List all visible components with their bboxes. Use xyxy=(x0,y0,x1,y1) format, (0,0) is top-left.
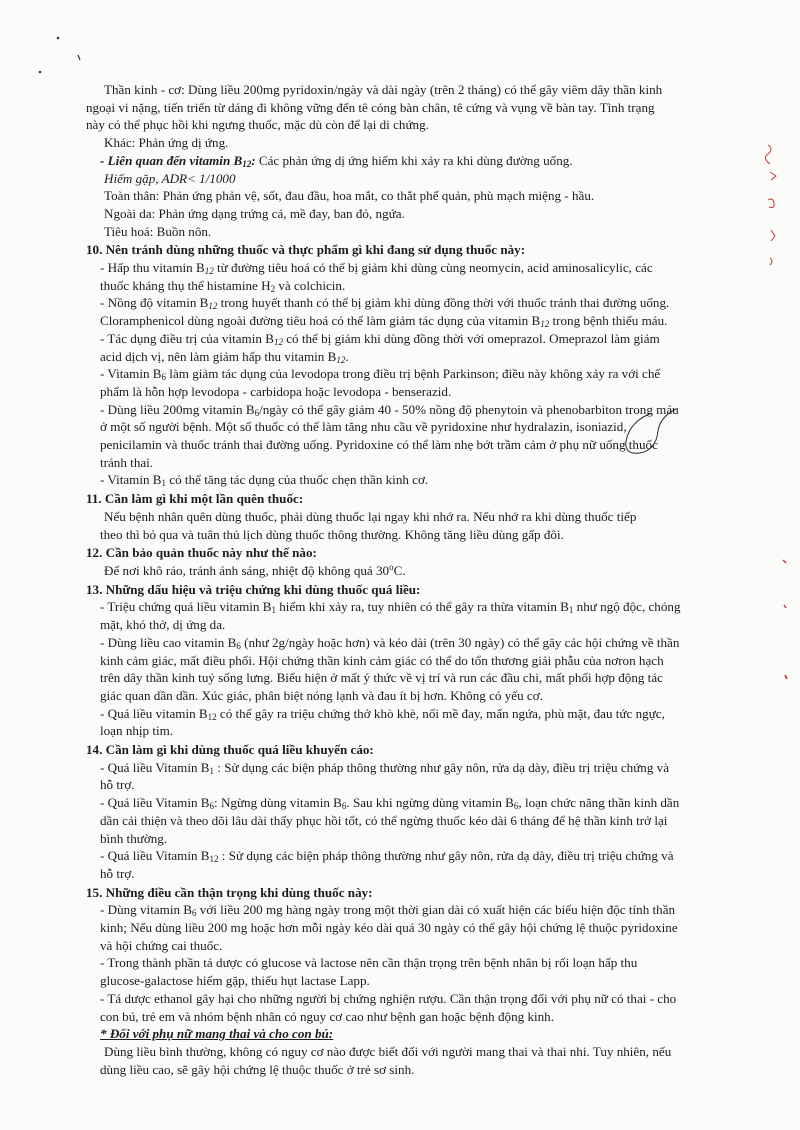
interaction-line: - Vitamin $B_1$ có thể tăng tác dụng của thuốc chẹn thần kinh cơ. xyxy=(100,472,429,489)
precaution-line: con bú, trẻ em và nhóm bệnh nhân có nguy cơ cao như bệnh gan hoặc bệnh động kinh. xyxy=(100,1008,554,1024)
overdose-sign-line: mặt, khó thở, dị ứng da. xyxy=(100,617,226,633)
precaution-line: - Trong thành phần tá dược có glucose và lactose nên cần thận trọng trên bệnh nhân bị rối loạn hấp thu xyxy=(100,955,638,971)
interaction-line: Cloramphenicol dùng ngoài đường tiêu hoá có thể làm giảm tác dụng của vitamin $B_{12}$ trong bệnh thiếu máu. xyxy=(100,313,668,330)
overdose-action-line: bình thường. xyxy=(100,830,168,846)
neuro-line: Thần kinh - cơ: Dùng liều 200mg pyridoxin/ngày và dài ngày (trên 2 tháng) có thể gây viêm dây thần kinh xyxy=(104,82,663,97)
overdose-sign-line: - Dùng liều cao vitamin $B_6$ (như 2g/ngày hoặc hơn) và kéo dài (trên 30 ngày) có thể gây các hội chứng về thần xyxy=(100,634,680,651)
interaction-line: - Dùng liều 200mg vitamin $B_6$/ngày có thể gây giảm 40 - 50% nồng độ phenytoin và phenobarbiton trong máu xyxy=(100,401,679,418)
neuro-line: này có thể phục hồi khi ngưng thuốc, mặc dù còn để lại di chứng. xyxy=(86,117,429,133)
overdose-sign-line: loạn nhịp tim. xyxy=(100,723,174,739)
red-margin-mark xyxy=(770,172,776,180)
precaution-line: kinh; Nếu dùng liều 200 mg hoặc hơn mỗi ngày kéo dài quá 30 ngày có thể gây hội chứng lệ thuộc pyridoxine xyxy=(100,920,678,936)
overdose-sign-line: kinh cảm giác, mất điều phối. Hội chứng thần kinh cảm giác có thể do tổn thương giải phẫu của nơron hạch xyxy=(100,652,664,668)
interaction-line: acid dịch vị, nên làm giảm hấp thu vitamin $B_{12}$. xyxy=(100,348,349,365)
speck xyxy=(78,55,80,60)
interaction-line: penicilamin và thuốc tránh thai đường uống. Pyridoxine có thể làm nhẹ bớt trầm cảm ở phụ nữ uống thuốc xyxy=(100,437,658,453)
rare-frequency: Hiếm gặp, ADR< 1/1000 xyxy=(104,170,236,186)
pregnancy-heading: * Đối với phụ nữ mang thai và cho con bú: xyxy=(100,1026,334,1042)
interaction-line: ở một số người bệnh. Một số thuốc có thể làm tăng nhu cầu về pyridoxine như hydralazin, isoniazid, xyxy=(100,419,627,435)
b12-reactions: - Liên quan đến vitamin $B_{12}$: Các phản ứng dị ứng hiếm khi xảy ra khi dùng đường uống. xyxy=(100,152,573,169)
other-reactions: Khác: Phản ứng dị ứng. xyxy=(104,135,229,151)
red-margin-mark xyxy=(765,145,771,164)
red-margin-mark xyxy=(771,230,775,241)
red-margin-mark xyxy=(768,199,774,208)
speck xyxy=(39,71,42,74)
overdose-action-line: hỗ trợ. xyxy=(100,865,135,881)
section-13-heading: 13. Những dấu hiệu và triệu chứng khi dùng thuốc quá liều: xyxy=(86,581,421,597)
document-body xyxy=(86,81,736,1078)
section-14-heading: 14. Cần làm gì khi dùng thuốc quá liều khuyến cáo: xyxy=(86,742,374,758)
missed-dose-line: theo thì bỏ qua và tuân thủ lịch dùng thuốc thông thường. Không tăng liều dùng gấp đôi. xyxy=(100,526,564,542)
overdose-sign-line: - Quá liều vitamin $B_{12}$ có thể gây ra triệu chứng thở khò khè, nổi mề đay, mẩn ngứa, phù mặt, đau tức ngực, xyxy=(100,705,665,722)
precaution-line: và hội chứng cai thuốc. xyxy=(100,937,223,953)
overdose-sign-line: - Triệu chứng quá liều vitamin $B_1$ hiếm khi xảy ra, tuy nhiên có thể gây ra thừa vitamin $B_1$ như ngộ độc, chóng xyxy=(100,599,681,616)
section-15-heading: 15. Những điều cần thận trọng khi dùng thuốc này: xyxy=(86,884,373,900)
overdose-action-line: - Quá liều Vitamin $B_6$: Ngừng dùng vitamin $B_6$. Sau khi ngừng dùng vitamin $B_6$, loạn chức năng thần kinh dần xyxy=(100,795,680,812)
section-11-heading: 11. Cần làm gì khi một lần quên thuốc: xyxy=(86,491,304,507)
neuro-line: ngoại vi nặng, tiến triển từ dáng đi không vững đến tê cóng bàn chân, tê cứng và vụng về bàn tay. Tình trạng xyxy=(86,99,655,115)
speck xyxy=(57,37,60,40)
red-margin-mark xyxy=(783,560,786,563)
interaction-line: - Hấp thu vitamin $B_{12}$ từ đường tiêu hoá có thể bị giảm khi dùng cùng neomycin, acid aminosalicylic, các xyxy=(100,260,653,277)
pregnancy-line: dùng liều cao, sẽ gây hội chứng lệ thuộc thuốc ở trẻ sơ sinh. xyxy=(100,1061,415,1077)
missed-dose-line: Nếu bệnh nhân quên dùng thuốc, phải dùng thuốc lại ngay khi nhớ ra. Nếu nhớ ra khi dùng thuốc tiếp xyxy=(104,508,637,524)
interaction-line: - Tác dụng điều trị của vitamin $B_{12}$ có thể bị giảm khi dùng đồng thời với omeprazol. Omeprazol làm giảm xyxy=(100,330,660,347)
section-12-heading: 12. Cần bảo quản thuốc này như thế nào: xyxy=(86,545,317,561)
overdose-action-line: - Quá liều Vitamin $B_1$ : Sử dụng các biện pháp thông thường như gây nôn, rửa dạ dày, điều trị triệu chứng và xyxy=(100,759,670,776)
overdose-sign-line: giác quan dần dần. Xúc giác, phân biệt nóng lạnh và đau ít bị hơn. Không có yếu cơ. xyxy=(100,687,543,703)
section-10-heading: 10. Nên tránh dùng những thuốc và thực phẩm gì khi đang sử dụng thuốc này: xyxy=(86,242,526,258)
overdose-sign-line: trên dây thần kinh tuỷ sống lưng. Biểu hiện ở mất ý thức về vị trí và run các đầu chi, mất phối hợp động tác xyxy=(100,670,663,686)
red-margin-mark xyxy=(785,675,787,679)
skin-reactions: Ngoài da: Phản ứng dạng trứng cá, mề đay, ban đỏ, ngứa. xyxy=(104,205,405,221)
precaution-line: - Dùng vitamin $B_6$ với liều 200 mg hàng ngày trong một thời gian dài có xuất hiện các biểu hiện độc tính thần xyxy=(100,902,676,919)
interaction-line: - Nồng độ vitamin $B_{12}$ trong huyết thanh có thể bị giảm khi dùng đồng thời với thuốc tránh thai đường uống. xyxy=(100,295,670,312)
red-margin-mark xyxy=(784,605,786,608)
red-margin-mark xyxy=(770,258,772,265)
digestive-reactions: Tiêu hoá: Buồn nôn. xyxy=(104,223,212,239)
interaction-line: thuốc kháng thụ thể histamine $H_2$ và colchicin. xyxy=(100,277,346,294)
interaction-line: phẩm là hỗn hợp levodopa - carbidopa hoặc levodopa - benserazid. xyxy=(100,383,452,399)
overdose-action-line: dần cải thiện và theo dõi lâu dài thấy phục hồi tốt, có thể ngừng thuốc kéo dài 6 tháng để hệ thần kinh trở lại xyxy=(100,812,668,828)
overdose-action-line: - Quá liều Vitamin $B_{12}$ : Sử dụng các biện pháp thông thường như gây nôn, rửa dạ dày, điều trị triệu chứng và xyxy=(100,848,674,865)
overdose-action-line: hỗ trợ. xyxy=(100,777,135,793)
interaction-line: tránh thai. xyxy=(100,454,154,470)
storage-line: Để nơi khô ráo, tránh ánh sáng, nhiệt độ không quá 30$^o$C. xyxy=(104,561,406,578)
precaution-line: glucose-galactose hiếm gặp, thiếu hụt lactase Lapp. xyxy=(100,973,370,989)
precaution-line: - Tá dược ethanol gây hại cho những người bị chứng nghiện rượu. Cần thận trọng đối với phụ nữ có thai - cho xyxy=(100,990,677,1006)
interaction-line: - Vitamin $B_6$ làm giảm tác dụng của levodopa trong điều trị bệnh Parkinson; điều này không xảy ra với chế xyxy=(100,366,661,383)
general-reactions: Toàn thân: Phản ứng phản vệ, sốt, đau đầu, hoa mắt, co thắt phế quản, phù mạch miệng - hầu. xyxy=(104,188,595,204)
pregnancy-line: Dùng liều bình thường, không có nguy cơ nào được biết đối với người mang thai và thai nhi. Tuy nhiên, nếu xyxy=(104,1043,672,1059)
